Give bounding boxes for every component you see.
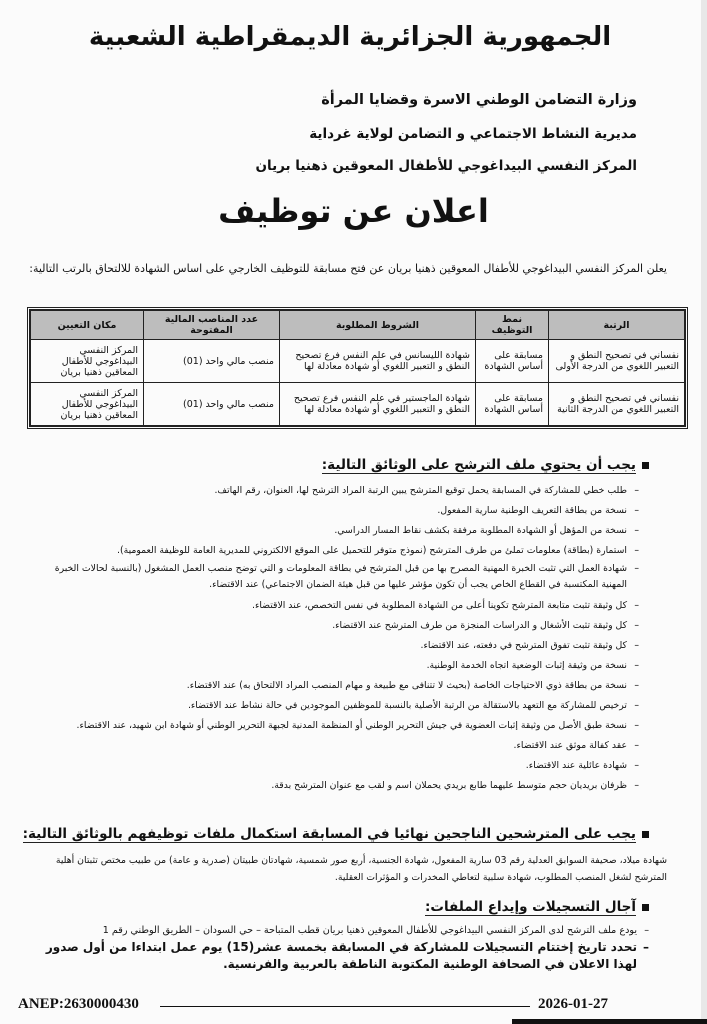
table-row bbox=[31, 383, 685, 426]
section-heading-text: آجال التسجيلات وإيداع الملفات: bbox=[425, 899, 636, 915]
list-item: – استمارة (بطاقة) معلومات تملئ من طرف المترشح (نموذج متوفر للتحميل على الموقع الالكتروني للمديرية العامة للوظيفة العمومية). bbox=[39, 541, 639, 561]
square-bullet-icon bbox=[642, 831, 649, 838]
cell-location: المركز النفسي البيداغوجي للأطفال المعاقين ذهنيا بريان bbox=[31, 340, 144, 383]
cell-conditions: شهادة الليسانس في علم النفس فرع تصحيح النطق و التعبير اللغوي أو شهادة معادلة لها bbox=[280, 340, 476, 383]
list-item: – كل وثيقة تثبت الأشغال و الدراسات المنجزة من طرف المترشح عند الاقتضاء. bbox=[39, 616, 639, 636]
table-header-row bbox=[31, 311, 685, 340]
col-header-mode: نمط التوظيف bbox=[476, 311, 549, 340]
square-bullet-icon bbox=[642, 462, 649, 469]
list-item: – نسخة من بطاقة التعريف الوطنية سارية المفعول. bbox=[39, 501, 639, 521]
cell-grade: نفساني في تصحيح النطق و التعبير اللغوي من الدرجة الثانية bbox=[549, 383, 685, 426]
list-item: – تحدد تاريخ إختتام التسجيلات للمشاركة في المسابقة بخمسة عشر(15) يوم عمل ابتداءا من أول صدور لهذا الاعلان في الصحافة الوطنية المكتوبة الناطقة بالعربية والفرنسية. bbox=[29, 939, 649, 973]
section-heading-deadlines bbox=[425, 899, 649, 915]
col-header-location: مكان التعيين bbox=[31, 311, 144, 340]
section-heading-final-documents bbox=[23, 826, 649, 842]
scan-edge bbox=[701, 0, 707, 1024]
list-item: – كل وثيقة تثبت تفوق المترشح في دفعته، عند الاقتضاء. bbox=[39, 636, 639, 656]
list-item: – طلب خطي للمشاركة في المسابقة يحمل توقيع المترشح يبين الرتبة المراد الترشح لها، العنوان، رقم الهاتف. bbox=[39, 481, 639, 501]
cell-location: المركز النفسي البيداغوجي للأطفال المعاقين ذهنيا بريان bbox=[31, 383, 144, 426]
cell-mode: مسابقة على أساس الشهادة bbox=[476, 383, 549, 426]
col-header-grade: الرتبة bbox=[549, 311, 685, 340]
list-item: – يودع ملف الترشح لدى المركز النفسي البيداغوجي للأطفال المعوقين ذهنيا بريان قطب المتباحة – حي السودان – الطريق الوطني رقم 1 bbox=[29, 922, 649, 939]
ministry-line: وزارة التضامن الوطني الاسرة وقضايا المرأة bbox=[321, 92, 637, 108]
list-item: – نسخة من وثيقة إثبات الوضعية اتجاه الخدمة الوطنية. bbox=[39, 656, 639, 676]
center-line: المركز النفسي البيداغوجي للأطفال المعوقين ذهنيا بريان bbox=[255, 158, 637, 174]
deadlines-list bbox=[29, 922, 649, 973]
list-item: – نسخة من بطاقة ذوي الاحتياجات الخاصة (بحيث لا تتنافى مع طبيعة و مهام المنصب المراد الالتحاق به) عند الاقتضاء. bbox=[39, 676, 639, 696]
footer-bar bbox=[512, 1019, 707, 1024]
cell-positions: منصب مالي واحد (01) bbox=[144, 340, 280, 383]
list-item: – نسخة طبق الأصل من وثيقة إثبات العضوية في جيش التحرير الوطني أو المنظمة المدنية لجبهة التحرير الوطني أو شهادة ابن شهيد، عند الاقتضاء. bbox=[39, 716, 639, 736]
list-item: – ظرفان بريديان حجم متوسط عليهما طابع بريدي يحملان اسم و لقب مع عنوان المترشح بدقة. bbox=[39, 776, 639, 796]
publication-date: 2026-01-27 bbox=[538, 996, 608, 1012]
announcement-title: اعلان عن توظيف bbox=[218, 192, 489, 230]
square-bullet-icon bbox=[642, 904, 649, 911]
list-item: – كل وثيقة تثبت متابعة المترشح تكوينا أعلى من الشهادة المطلوبة في نفس التخصص، عند الاقتضاء. bbox=[39, 596, 639, 616]
directorate-line: مديرية النشاط الاجتماعي و التضامن لولاية غرداية bbox=[309, 126, 637, 142]
anep-reference: ANEP:2630000430 bbox=[18, 996, 139, 1012]
positions-table bbox=[30, 310, 685, 426]
footer-divider bbox=[160, 1006, 530, 1007]
cell-positions: منصب مالي واحد (01) bbox=[144, 383, 280, 426]
list-item: – شهادة العمل التي تثبت الخبرة المهنية المصرح بها من قبل المترشح في بطاقة المعلومات و التي توضح منصب العمل المشغول (بالنسبة لحالات الخبرة المهنية المكتسبة في القطاع الخاص يجب أن تكون مؤشر عليها من قبل هيئة الضمان الاجتماعي) عند الاقتضاء. bbox=[39, 561, 639, 596]
section-heading-text: يجب على المترشحين الناجحين نهائيا في المسابقة استكمال ملفات توظيفهم بالوثائق التالية: bbox=[22, 826, 636, 842]
section-heading-documents bbox=[322, 457, 649, 473]
list-item: – عقد كفالة موثق عند الاقتضاء. bbox=[39, 736, 639, 756]
cell-mode: مسابقة على أساس الشهادة bbox=[476, 340, 549, 383]
required-documents-list bbox=[39, 481, 639, 796]
cell-conditions: شهادة الماجستير في علم النفس فرع تصحيح النطق و التعبير اللغوي أو شهادة معادلة لها bbox=[280, 383, 476, 426]
col-header-conditions: الشروط المطلوبة bbox=[280, 311, 476, 340]
republic-heading: الجمهورية الجزائرية الديمقراطية الشعبية bbox=[88, 22, 612, 52]
table-row bbox=[31, 340, 685, 383]
col-header-positions: عدد المناصب المالية المفتوحة bbox=[144, 311, 280, 340]
list-item: – ترخيص للمشاركة مع التعهد بالاستقالة من الرتبة الأصلية بالنسبة للموظفين الموجودين في حالة نشاط عند الاقتضاء. bbox=[39, 696, 639, 716]
section-heading-text: يجب أن يحتوي ملف الترشح على الوثائق التالية: bbox=[321, 457, 636, 473]
list-item: – نسخة من المؤهل أو الشهادة المطلوبة مرفقة بكشف نقاط المسار الدراسي. bbox=[39, 521, 639, 541]
list-item: – شهادة عائلية عند الاقتضاء. bbox=[39, 756, 639, 776]
cell-grade: نفساني في تصحيح النطق و التعبير اللغوي من الدرجة الأولى bbox=[549, 340, 685, 383]
final-documents-text: شهادة ميلاد، صحيفة السوابق العدلية رقم 03 سارية المفعول، شهادة الجنسية، أربع صور شمسية، شهادتان طبيتان (صدرية و عامة) من طبيب مختص تثبتان أهلية المترشح لشغل المنصب المطلوب، شهادة سلبية لتعاطي المخدرات و المؤثرات العقلية. bbox=[55, 855, 667, 883]
intro-paragraph: يعلن المركز النفسي البيداغوجي للأطفال المعوقين ذهنيا بريان عن فتح مسابقة للتوظيف الخارجي على اساس الشهادة للالتحاق بالرتب التالية: bbox=[29, 262, 667, 275]
